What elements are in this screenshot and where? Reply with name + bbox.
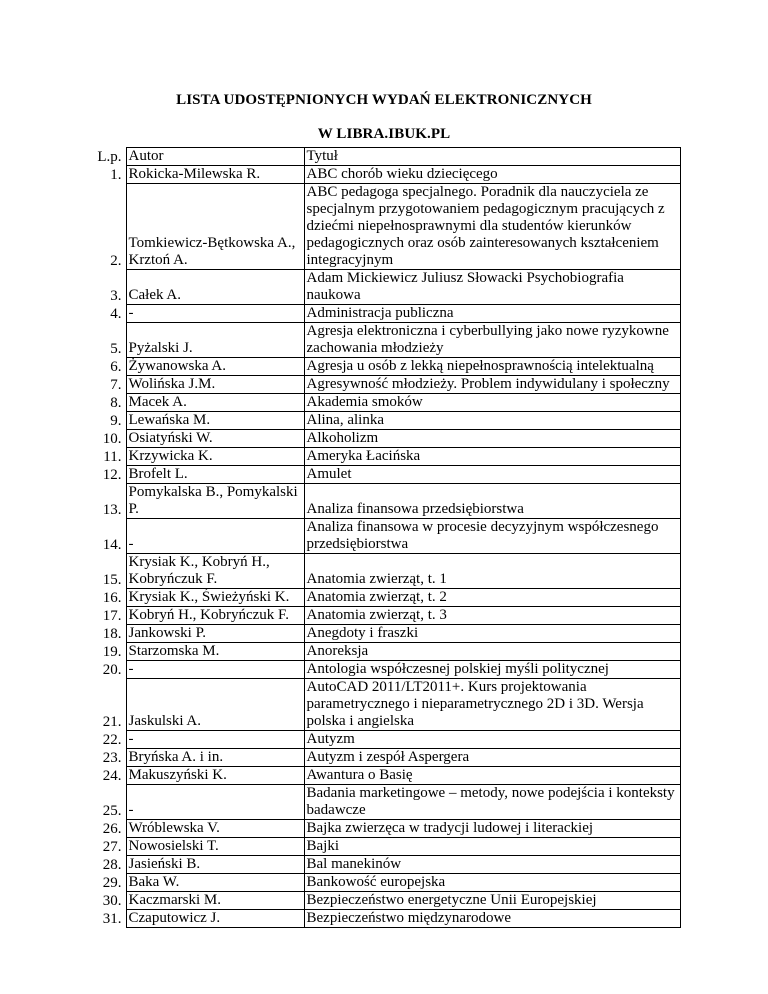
row-lp: 28. — [102, 856, 122, 873]
row-lp: 13. — [102, 501, 122, 518]
row-lp: 29. — [102, 874, 122, 891]
row-lp: 31. — [102, 910, 122, 927]
row-lp: 16. — [102, 589, 122, 606]
row-author: Wolińska J.M. — [126, 376, 304, 394]
row-title: Anatomia zwierząt, t. 3 — [304, 607, 680, 625]
row-lp: 1. — [110, 166, 122, 183]
row-title: Autyzm — [304, 731, 680, 749]
row-lp: 25. — [102, 802, 122, 819]
row-title: Bezpieczeństwo międzynarodowe — [304, 910, 680, 928]
row-title: Bajka zwierzęca w tradycji ludowej i literackiej — [304, 820, 680, 838]
row-title: Adam Mickiewicz Juliusz Słowacki Psychobiografia naukowa — [304, 270, 680, 305]
row-lp: 12. — [102, 466, 122, 483]
row-author: Jaskulski A. — [126, 679, 304, 731]
row-author: Kobryń H., Kobryńczuk F. — [126, 607, 304, 625]
table-row — [88, 412, 680, 430]
table-row — [88, 874, 680, 892]
row-lp: 11. — [103, 448, 122, 465]
row-lp: 10. — [102, 430, 122, 447]
table-row — [88, 910, 680, 928]
table-row — [88, 376, 680, 394]
row-author: Wróblewska V. — [126, 820, 304, 838]
row-title: Anegdoty i fraszki — [304, 625, 680, 643]
publications-table — [88, 147, 681, 928]
row-lp: 22. — [102, 731, 122, 748]
row-author: Macek A. — [126, 394, 304, 412]
row-author: Pyżalski J. — [126, 323, 304, 358]
row-lp: 3. — [110, 287, 122, 304]
table-row — [88, 184, 680, 270]
publications-table-body — [88, 148, 680, 928]
row-author: Jasieński B. — [126, 856, 304, 874]
table-row — [88, 519, 680, 554]
table-row — [88, 589, 680, 607]
table-row — [88, 749, 680, 767]
row-title: Bal manekinów — [304, 856, 680, 874]
row-author: Baka W. — [126, 874, 304, 892]
row-lp: 26. — [102, 820, 122, 837]
row-lp: 14. — [102, 536, 122, 553]
table-row — [88, 892, 680, 910]
table-row — [88, 448, 680, 466]
row-author: Starzomska M. — [126, 643, 304, 661]
row-author: Krysiak K., Kobryń H., Kobryńczuk F. — [126, 554, 304, 589]
document-title: LISTA UDOSTĘPNIONYCH WYDAŃ ELEKTRONICZNYCH — [176, 92, 592, 108]
row-author: - — [126, 305, 304, 323]
table-row — [88, 270, 680, 305]
table-row — [88, 323, 680, 358]
row-title: Bajki — [304, 838, 680, 856]
row-author: Bryńska A. i in. — [126, 749, 304, 767]
row-title: Akademia smoków — [304, 394, 680, 412]
table-header-row — [88, 148, 680, 166]
table-row — [88, 430, 680, 448]
row-title: Agresywność młodzieży. Problem indywidulany i społeczny — [304, 376, 680, 394]
table-row — [88, 166, 680, 184]
table-row — [88, 394, 680, 412]
table-row — [88, 358, 680, 376]
header-lp: L.p. — [97, 148, 122, 165]
header-author: Autor — [126, 148, 304, 166]
row-author: Osiatyński W. — [126, 430, 304, 448]
row-title: Antologia współczesnej polskiej myśli politycznej — [304, 661, 680, 679]
table-row — [88, 484, 680, 519]
row-author: Jankowski P. — [126, 625, 304, 643]
row-title: Alkoholizm — [304, 430, 680, 448]
row-author: Tomkiewicz-Bętkowska A., Krztoń A. — [126, 184, 304, 270]
row-author: - — [126, 731, 304, 749]
row-lp: 8. — [110, 394, 122, 411]
row-lp: 4. — [110, 305, 122, 322]
row-title: Anatomia zwierząt, t. 2 — [304, 589, 680, 607]
row-lp: 24. — [102, 767, 122, 784]
row-lp: 23. — [102, 749, 122, 766]
row-lp: 20. — [102, 661, 122, 678]
table-row — [88, 643, 680, 661]
row-title: Alina, alinka — [304, 412, 680, 430]
row-author: Nowosielski T. — [126, 838, 304, 856]
row-author: Lewańska M. — [126, 412, 304, 430]
row-title: Anatomia zwierząt, t. 1 — [304, 554, 680, 589]
row-lp: 2. — [110, 252, 122, 269]
table-row — [88, 625, 680, 643]
row-title: Agresja u osób z lekką niepełnosprawnością intelektualną — [304, 358, 680, 376]
row-title: ABC pedagoga specjalnego. Poradnik dla nauczyciela ze specjalnym przygotowaniem pedagogicznym pracujących z dziećmi niepełnosprawnymi dla studentów kierunków pedagogicznych oraz osób zainteresowanych kształceniem integracyjnym — [304, 184, 680, 270]
table-row — [88, 731, 680, 749]
row-lp: 5. — [110, 340, 122, 357]
row-title: Amulet — [304, 466, 680, 484]
row-author: Czaputowicz J. — [126, 910, 304, 928]
row-title: Awantura o Basię — [304, 767, 680, 785]
row-title: Anoreksja — [304, 643, 680, 661]
row-author: Żywanowska A. — [126, 358, 304, 376]
table-row — [88, 838, 680, 856]
row-title: Ameryka Łacińska — [304, 448, 680, 466]
row-author: Kaczmarski M. — [126, 892, 304, 910]
row-lp: 27. — [102, 838, 122, 855]
row-lp: 15. — [102, 571, 122, 588]
row-lp: 7. — [110, 376, 122, 393]
row-author: Krysiak K., Świeżyński K. — [126, 589, 304, 607]
row-author: Pomykalska B., Pomykalski P. — [126, 484, 304, 519]
row-author: Makuszyński K. — [126, 767, 304, 785]
table-row — [88, 785, 680, 820]
row-title: AutoCAD 2011/LT2011+. Kurs projektowania parametrycznego i nieparametrycznego 2D i 3D. Wersja polska i angielska — [304, 679, 680, 731]
header-title: Tytuł — [304, 148, 680, 166]
row-author: - — [126, 661, 304, 679]
table-row — [88, 661, 680, 679]
row-author: - — [126, 785, 304, 820]
row-lp: 6. — [110, 358, 122, 375]
row-lp: 19. — [102, 643, 122, 660]
row-title: Administracja publiczna — [304, 305, 680, 323]
row-lp: 17. — [102, 607, 122, 624]
row-lp: 9. — [110, 412, 122, 429]
table-row — [88, 820, 680, 838]
row-lp: 18. — [102, 625, 122, 642]
row-title: Autyzm i zespół Aspergera — [304, 749, 680, 767]
table-row — [88, 679, 680, 731]
row-title: Agresja elektroniczna i cyberbullying jako nowe ryzykowne zachowania młodzieży — [304, 323, 680, 358]
row-title: Analiza finansowa w procesie decyzyjnym współczesnego przedsiębiorstwa — [304, 519, 680, 554]
row-lp: 21. — [102, 713, 122, 730]
row-author: - — [126, 519, 304, 554]
row-title: Bezpieczeństwo energetyczne Unii Europejskiej — [304, 892, 680, 910]
row-lp: 30. — [102, 892, 122, 909]
row-author: Rokicka-Milewska R. — [126, 166, 304, 184]
row-title: Analiza finansowa przedsiębiorstwa — [304, 484, 680, 519]
document-subtitle: W LIBRA.IBUK.PL — [317, 126, 451, 142]
row-author: Brofelt L. — [126, 466, 304, 484]
row-author: Krzywicka K. — [126, 448, 304, 466]
table-row — [88, 856, 680, 874]
row-title: ABC chorób wieku dziecięcego — [304, 166, 680, 184]
row-title: Badania marketingowe – metody, nowe podejścia i konteksty badawcze — [304, 785, 680, 820]
row-title: Bankowość europejska — [304, 874, 680, 892]
table-row — [88, 607, 680, 625]
table-row — [88, 767, 680, 785]
table-row — [88, 554, 680, 589]
table-row — [88, 466, 680, 484]
row-author: Całek A. — [126, 270, 304, 305]
table-row — [88, 305, 680, 323]
